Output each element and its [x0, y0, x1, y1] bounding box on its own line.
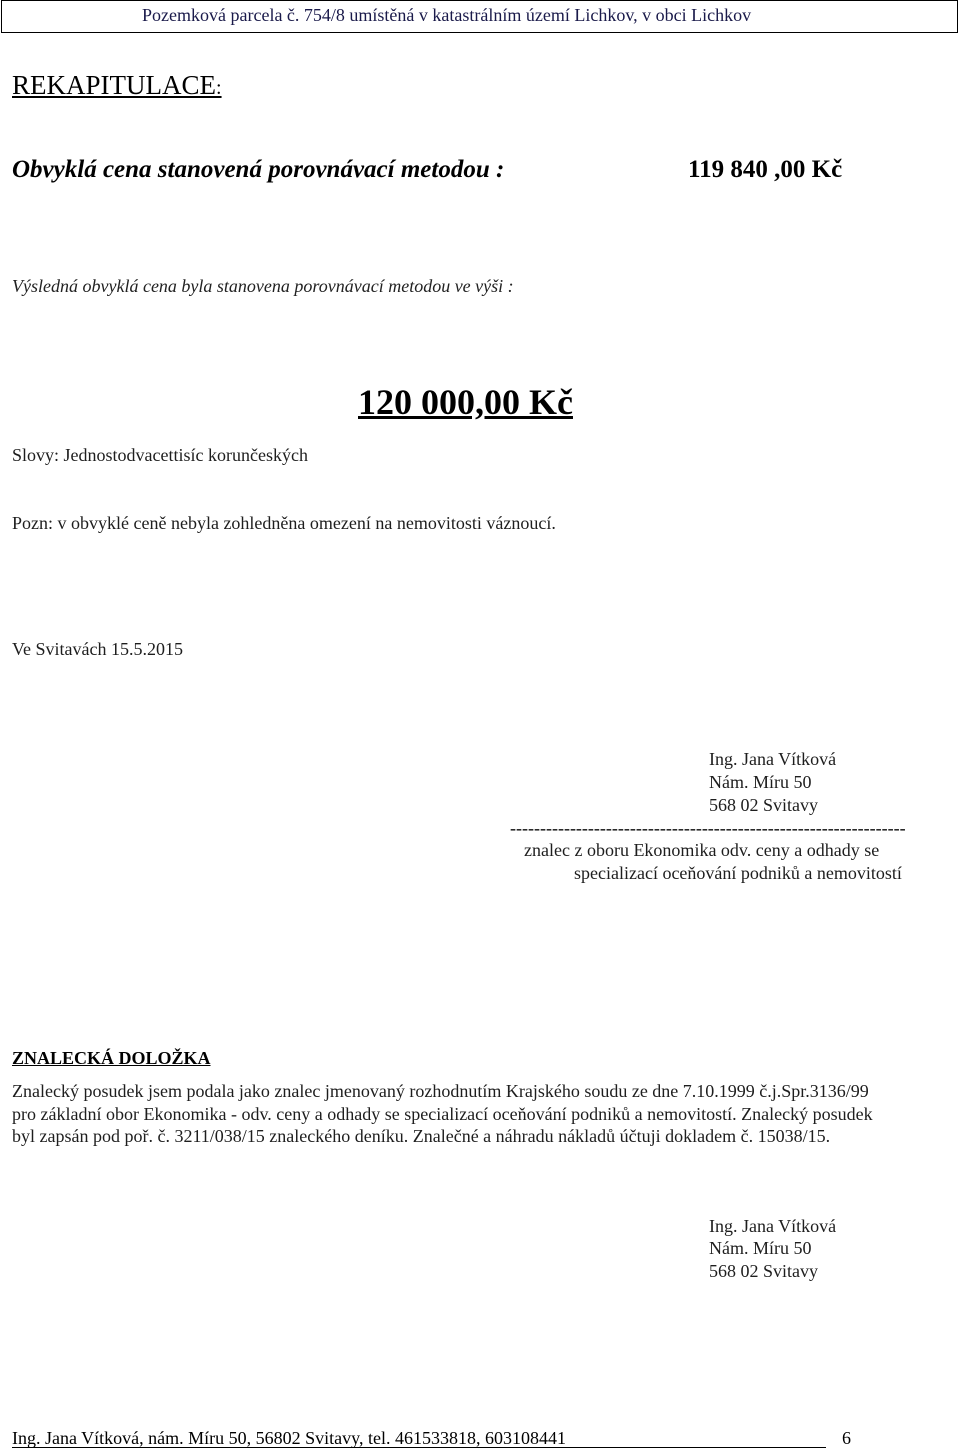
clause-title: ZNALECKÁ DOLOŽKA [12, 1048, 211, 1068]
price-in-words: Slovy: Jednostodvacettisíc korunčeských [12, 445, 308, 465]
recap-heading [12, 70, 222, 101]
place-date: Ve Svitavách 15.5.2015 [12, 639, 183, 659]
signature2-name: Ing. Jana Vítková [709, 1216, 837, 1236]
expert-line-1: znalec z oboru Ekonomika odv. ceny a odhady se [524, 840, 880, 860]
footer-rule [12, 1447, 826, 1448]
footer-text: Ing. Jana Vítková, nám. Míru 50, 56802 Svitavy, tel. 461533818, 603108441 [12, 1428, 566, 1448]
clause-line-2: pro základní obor Ekonomika - odv. ceny a odhady se specializací oceňování podniků a nemovitostí. Znalecký posudek [12, 1103, 873, 1124]
final-price: 120 000,00 Kč [358, 382, 573, 422]
recap-heading-text: REKAPITULACE [12, 70, 216, 100]
signature-street: Nám. Míru 50 [709, 772, 812, 792]
footer-page-number: 6 [842, 1428, 851, 1448]
header-title: Pozemková parcela č. 754/8 umístěná v katastrálním území Lichkov, v obci Lichkov [142, 5, 752, 25]
method-label: Obvyklá cena stanovená porovnávací metodou : [12, 156, 505, 183]
signature2-city: 568 02 Svitavy [709, 1261, 819, 1281]
expert-line-2: specializací oceňování podniků a nemovitostí [574, 863, 902, 883]
clause-paragraph [12, 1080, 952, 1148]
recap-heading-colon: : [216, 77, 222, 99]
signature-dashes: ------------------------------------------------------------------ [510, 818, 906, 838]
clause-line-1: Znalecký posudek jsem podala jako znalec jmenovaný rozhodnutím Krajského soudu ze dne 7.10.1999 č.j.Spr.3136/99 [12, 1081, 869, 1101]
signature-name: Ing. Jana Vítková [709, 749, 837, 769]
clause-line-3: byl zapsán pod poř. č. 3211/038/15 znaleckého deníku. Znalečné a náhradu nákladů účtuji dokladem č. 15038/15. [12, 1126, 831, 1146]
note-text: Pozn: v obvyklé ceně nebyla zohledněna omezení na nemovitosti váznoucí. [12, 513, 556, 533]
signature-city: 568 02 Svitavy [709, 795, 819, 815]
signature2-street: Nám. Míru 50 [709, 1238, 812, 1258]
result-text: Výsledná obvyklá cena byla stanovena porovnávací metodou ve výši : [12, 276, 514, 296]
method-value: 119 840 ,00 Kč [688, 156, 843, 183]
